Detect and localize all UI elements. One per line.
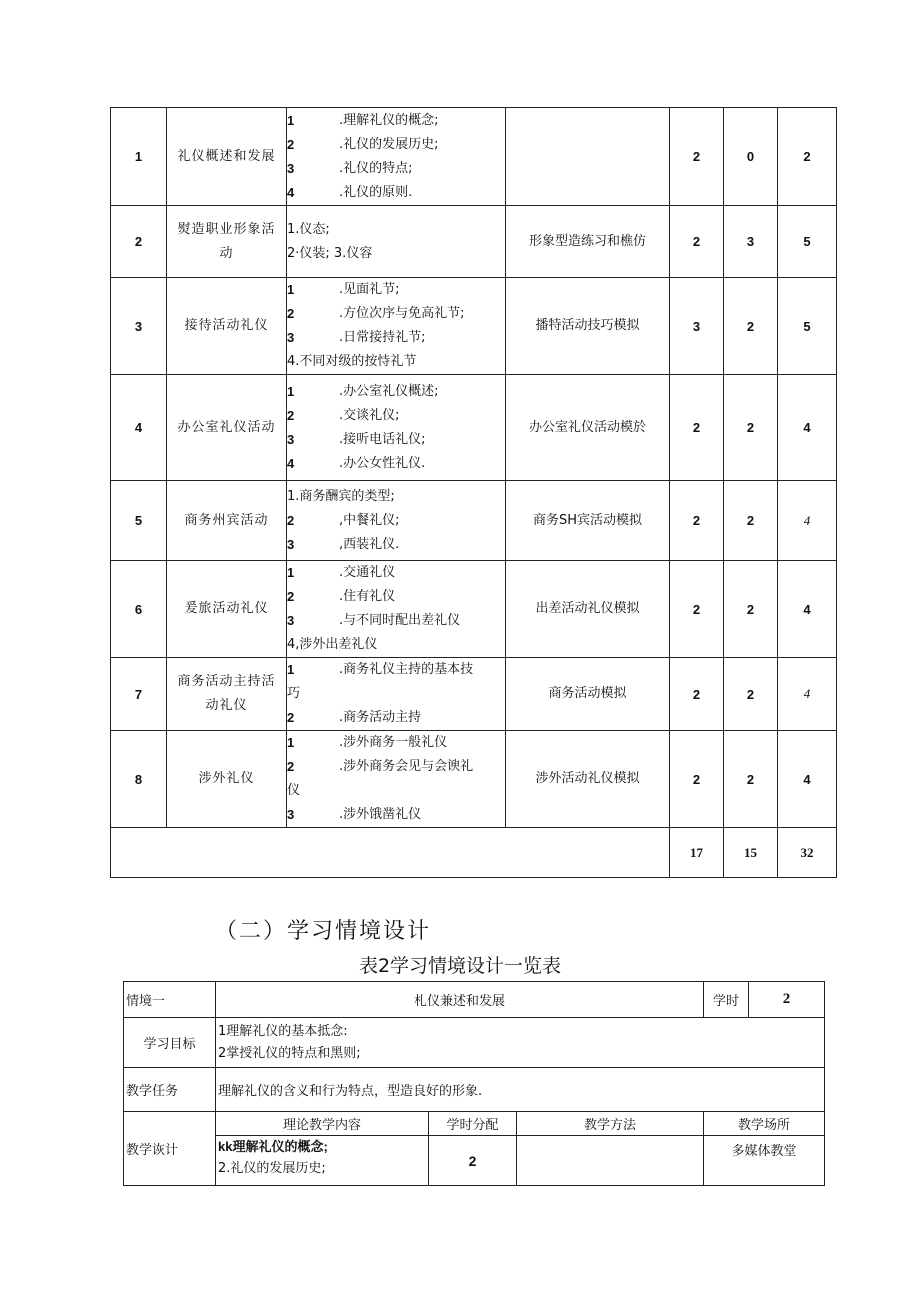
total-hours: 4: [778, 731, 837, 828]
content-gap: [305, 109, 339, 133]
content-item-text: .方位次序与免高礼节;: [339, 306, 465, 321]
content-line: [287, 278, 505, 302]
content-item-text: 1.商务酬宾的类型;: [287, 488, 395, 504]
total-hours: 4: [778, 481, 837, 561]
content-line: [287, 755, 505, 779]
unit-content: [287, 375, 506, 481]
design-header-row: [124, 1112, 825, 1136]
content-item-text: .涉外商务一般礼仪: [339, 735, 448, 750]
content-item-number: 4: [287, 455, 295, 471]
content-gap: [305, 533, 339, 557]
unit-method: 涉外活动礼仪模拟: [506, 731, 670, 828]
total-hours: 4: [778, 375, 837, 481]
content-line: [287, 485, 505, 509]
unit-method: 商务活动模拟: [506, 658, 670, 731]
goal-item: 2掌授礼仪的特点和黑则;: [218, 1045, 361, 1061]
task-text: 理解礼仪的含义和行为特点，型造良好的形象.: [216, 1068, 825, 1112]
content-item-number: 1: [287, 282, 295, 297]
unit-content: [287, 481, 506, 561]
content-line: [287, 302, 505, 326]
unit-content: [287, 108, 506, 206]
content-gap: [305, 452, 339, 476]
content-item-text: .办公女性礼仪.: [339, 455, 426, 471]
content-gap: [305, 585, 339, 609]
content-item-number: 2: [287, 589, 295, 604]
content-gap: [305, 731, 339, 755]
unit-name-line: 办公室礼仪活动: [177, 419, 276, 435]
unit-name-line: 涉外礼仪: [198, 771, 255, 786]
content-item-text: .涉外商务会见与会谀礼: [339, 759, 474, 774]
content-item-number: 2: [287, 710, 295, 725]
design-label: 教学诙计: [124, 1112, 216, 1186]
content-gap: [305, 302, 339, 326]
unit-number: 3: [111, 278, 167, 375]
design-header-content: 理论教学内容: [216, 1112, 429, 1136]
goal-item: 1理解礼仪的基本抵念:: [218, 1023, 348, 1039]
content-item-text: .接听电话礼仪;: [339, 431, 426, 447]
unit-content: [287, 206, 506, 278]
design-header-place: 教学场所: [704, 1112, 825, 1136]
practice-hours: 2: [724, 375, 778, 481]
learning-scenario-table: [123, 981, 825, 1186]
practice-hours: 2: [724, 278, 778, 375]
content-item-text: .涉外饿凿礼仪: [339, 807, 422, 822]
content-gap: [305, 428, 339, 452]
goal-list: [216, 1018, 825, 1068]
content-item-text: ,中餐礼仪;: [339, 512, 400, 528]
unit-number: 2: [111, 206, 167, 278]
theory-hours: 2: [670, 731, 724, 828]
content-item-number: 2: [287, 136, 295, 152]
content-item-text: .商务礼仪主持的基本技: [339, 662, 474, 677]
unit-method: 出差活动礼仪模拟: [506, 561, 670, 658]
totals-blank: [111, 828, 670, 878]
practice-hours: 2: [724, 481, 778, 561]
hours-value: 2: [749, 982, 825, 1018]
content-item-text: 1.仪态;: [287, 221, 330, 237]
totals-row: [111, 828, 837, 878]
content-line-continued: 巧: [287, 686, 301, 701]
content-item-number: 4: [287, 184, 295, 200]
content-gap: [305, 755, 339, 779]
design-hours: 2: [429, 1136, 517, 1186]
content-gap: [305, 658, 339, 682]
theory-hours: 2: [670, 375, 724, 481]
theory-hours: 3: [670, 278, 724, 375]
content-gap: [305, 561, 339, 585]
content-item-number: 2: [287, 306, 295, 321]
design-row: [124, 1136, 825, 1186]
content-item-number: 2: [287, 512, 295, 528]
theory-hours: 2: [670, 108, 724, 206]
practice-total: 15: [724, 828, 778, 878]
unit-number: 5: [111, 481, 167, 561]
theory-hours: 2: [670, 561, 724, 658]
design-header-method: 教学方法: [517, 1112, 704, 1136]
unit-number: 4: [111, 375, 167, 481]
content-line: [287, 452, 505, 476]
content-gap: [305, 326, 339, 350]
content-line: [287, 242, 505, 266]
content-item-text: .礼仪的特点;: [339, 160, 413, 176]
content-line: [287, 609, 505, 633]
unit-content: [287, 731, 506, 828]
content-gap: [305, 181, 339, 205]
scene-title: 札仪兼述和发展: [216, 982, 704, 1018]
unit-name-line: 接待活动礼仪: [184, 318, 269, 333]
content-line: [287, 509, 505, 533]
content-line-continued: 仪: [287, 783, 301, 798]
total-hours: 4: [778, 561, 837, 658]
unit-row: [111, 658, 837, 731]
unit-name: [167, 561, 287, 658]
scene-label: 情境一: [124, 982, 216, 1018]
content-item-text: .交谈礼仪;: [339, 407, 400, 423]
unit-content: [287, 278, 506, 375]
content-line: [287, 633, 505, 657]
unit-number: 8: [111, 731, 167, 828]
unit-method: 办公室礼仪活动模於: [506, 375, 670, 481]
content-line: [287, 350, 505, 374]
unit-name: [167, 481, 287, 561]
content-line: [287, 218, 505, 242]
task-label: 教学任务: [124, 1068, 216, 1112]
content-line: [287, 404, 505, 428]
unit-row: [111, 561, 837, 658]
content-item-number: 2: [287, 759, 295, 774]
content-item-text: .与不同时配出差礼仪: [339, 613, 461, 628]
content-item-text: .见面礼节;: [339, 282, 400, 297]
content-line: [287, 706, 505, 730]
practice-hours: 0: [724, 108, 778, 206]
content-gap: [305, 609, 339, 633]
content-gap: [305, 157, 339, 181]
content-item-text: .交通礼仪: [339, 565, 396, 580]
unit-row: [111, 375, 837, 481]
practice-hours: 2: [724, 731, 778, 828]
total-hours: 2: [778, 108, 837, 206]
content-line: [287, 561, 505, 585]
content-item-number: 3: [287, 431, 295, 447]
design-content-item: kk理解礼仪的概念;: [218, 1139, 328, 1154]
content-item-number: 3: [287, 330, 295, 345]
content-line: [287, 803, 505, 827]
task-row: [124, 1068, 825, 1112]
goal-label: 学习目标: [124, 1018, 216, 1068]
content-line: [287, 326, 505, 350]
content-line: [287, 533, 505, 557]
course-units-table: [110, 107, 837, 878]
unit-row: [111, 108, 837, 206]
content-item-number: 3: [287, 536, 295, 552]
unit-content: [287, 658, 506, 731]
content-line: [287, 181, 505, 205]
design-content-item: 2.礼仪的发展历史;: [218, 1161, 326, 1176]
theory-total: 17: [670, 828, 724, 878]
content-item-text: 2·仪装; 3.仪容: [287, 245, 373, 261]
content-item-text: 4.不同对级的按恃礼节: [287, 354, 417, 369]
content-gap: [305, 278, 339, 302]
content-item-number: 1: [287, 383, 295, 399]
content-gap: [305, 509, 339, 533]
content-item-number: 2: [287, 407, 295, 423]
practice-hours: 2: [724, 658, 778, 731]
content-gap: [305, 803, 339, 827]
unit-name: [167, 731, 287, 828]
content-item-text: .理解礼仪的概念;: [339, 112, 439, 128]
content-item-text: .办公室礼仪概述;: [339, 383, 439, 399]
unit-name: [167, 108, 287, 206]
unit-method: 商务SH宾活动模拟: [506, 481, 670, 561]
hours-label: 学时: [704, 982, 749, 1018]
unit-row: [111, 206, 837, 278]
content-item-number: 3: [287, 613, 295, 628]
unit-name-line: 礼仪概述和发展: [177, 148, 276, 164]
unit-name-line: 商务活动主持活: [177, 674, 276, 689]
content-gap: [305, 380, 339, 404]
content-line: [287, 109, 505, 133]
unit-number: 7: [111, 658, 167, 731]
content-item-text: .商务活动主持: [339, 710, 422, 725]
unit-name-line: 爰旅活动礼仪: [184, 601, 269, 616]
content-item-number: 1: [287, 565, 295, 580]
content-line: [287, 380, 505, 404]
content-item-number: 1: [287, 112, 295, 128]
unit-number: 1: [111, 108, 167, 206]
unit-name: [167, 375, 287, 481]
content-item-text: .日常接持礼节;: [339, 330, 426, 345]
content-line: [287, 133, 505, 157]
unit-name-line: 熨造职业形象活: [177, 221, 276, 237]
design-content: [216, 1136, 429, 1186]
theory-hours: 2: [670, 658, 724, 731]
goal-row: [124, 1018, 825, 1068]
unit-row: [111, 481, 837, 561]
grand-total: 32: [778, 828, 837, 878]
content-line: [287, 157, 505, 181]
content-item-number: 3: [287, 807, 295, 822]
total-hours: 5: [778, 206, 837, 278]
unit-name: [167, 206, 287, 278]
unit-method: [506, 108, 670, 206]
unit-content: [287, 561, 506, 658]
content-item-text: .住有礼仪: [339, 589, 396, 604]
content-item-number: 1: [287, 662, 295, 677]
content-gap: [305, 133, 339, 157]
practice-hours: 2: [724, 561, 778, 658]
section-heading: （二）学习情境设计: [215, 919, 432, 944]
content-item-text: ,西装礼仪.: [339, 536, 400, 552]
unit-name-line: 动礼仪: [205, 698, 248, 713]
content-item-text: .礼仪的原则.: [339, 184, 413, 200]
unit-name-line: 商务州宾活动: [184, 512, 269, 528]
unit-number: 6: [111, 561, 167, 658]
theory-hours: 2: [670, 206, 724, 278]
scenario-row: [124, 982, 825, 1018]
content-line: [287, 428, 505, 452]
content-line: [287, 585, 505, 609]
unit-row: [111, 731, 837, 828]
unit-name-line: 动: [219, 245, 234, 261]
content-line: [287, 658, 505, 682]
unit-row: [111, 278, 837, 375]
content-gap: [305, 706, 339, 730]
total-hours: 4: [778, 658, 837, 731]
content-item-text: .礼仪的发展历史;: [339, 136, 439, 152]
content-line: [287, 731, 505, 755]
content-item-number: 3: [287, 160, 295, 176]
design-header-hours: 学时分配: [429, 1112, 517, 1136]
unit-method: 形象型造练习和樵仿: [506, 206, 670, 278]
unit-name: [167, 278, 287, 375]
theory-hours: 2: [670, 481, 724, 561]
total-hours: 5: [778, 278, 837, 375]
unit-method: 播特活动技巧模拟: [506, 278, 670, 375]
design-method: [517, 1136, 704, 1186]
practice-hours: 3: [724, 206, 778, 278]
design-place: 多媒体教堂: [704, 1136, 825, 1186]
table-caption: 表2学习情境设计一览表: [358, 955, 562, 977]
content-gap: [305, 404, 339, 428]
unit-name: [167, 658, 287, 731]
content-item-number: 1: [287, 735, 295, 750]
content-item-text: 4,涉外出差礼仪: [287, 637, 378, 652]
